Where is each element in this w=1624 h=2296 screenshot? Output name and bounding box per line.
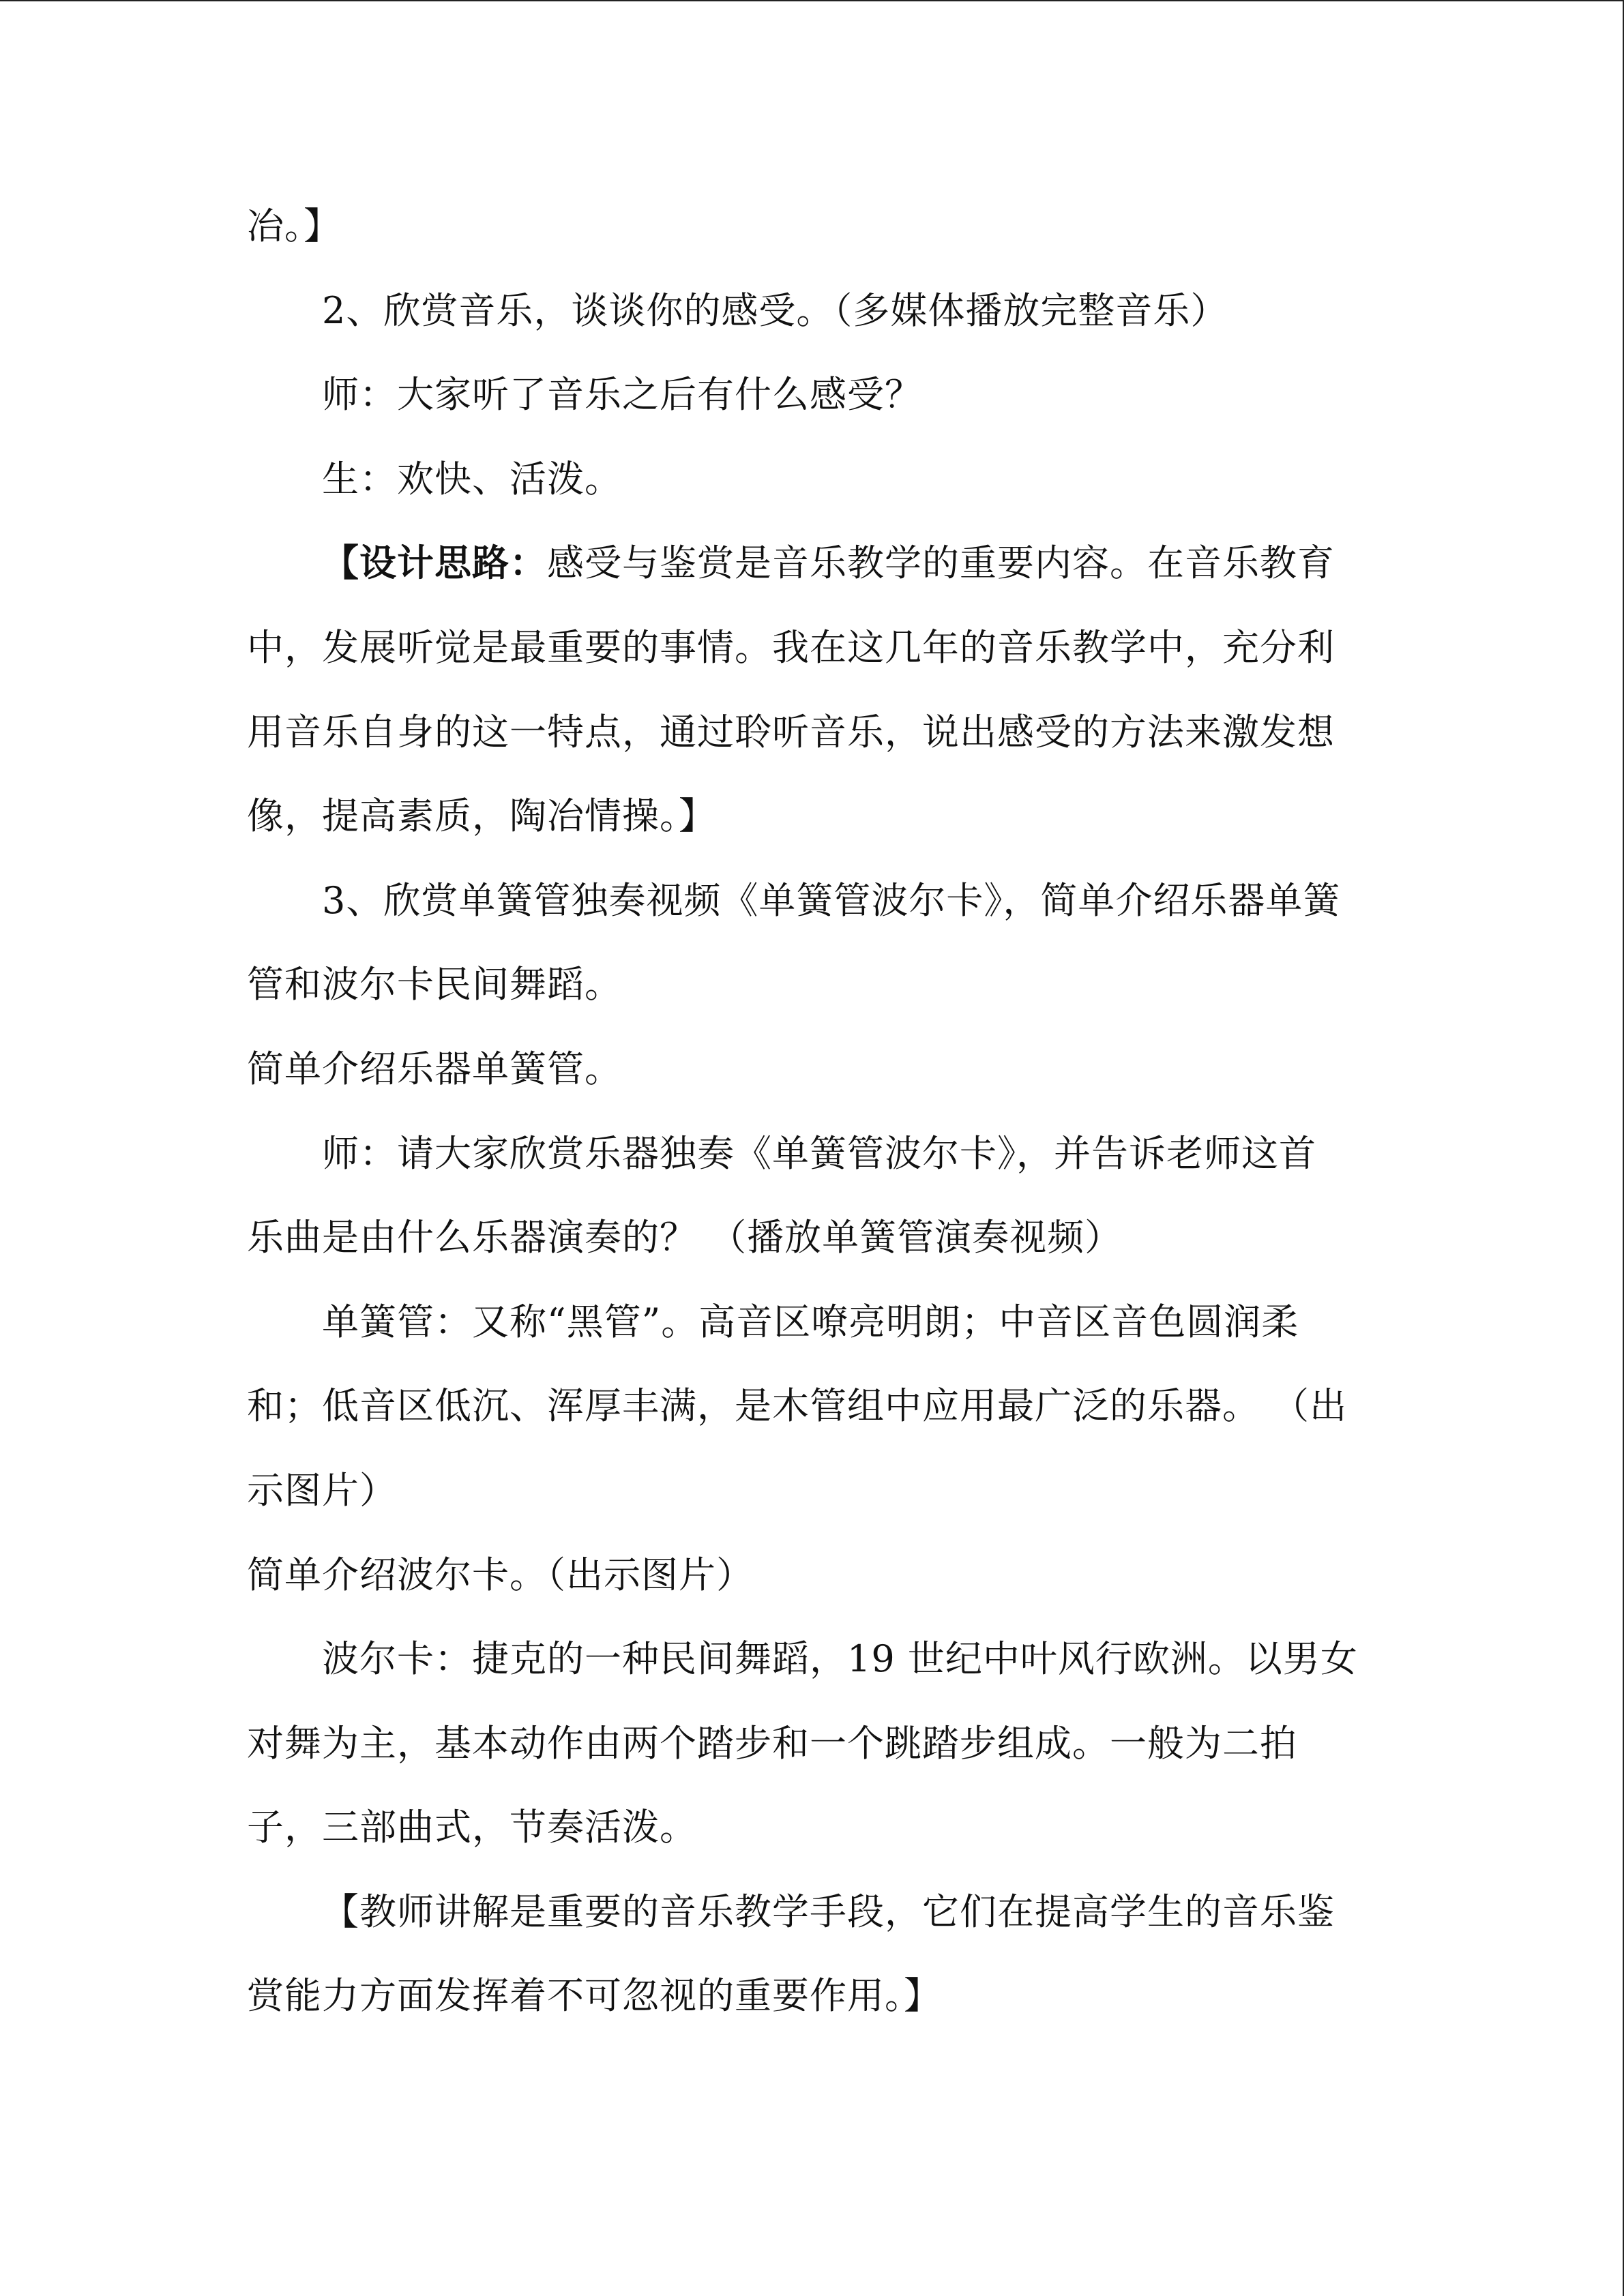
text-line: 乐曲是由什么乐器演奏的？ （播放单簧管演奏视频） [247,1216,1123,1259]
text-line: 2、欣赏音乐，谈谈你的感受。（多媒体播放完整音乐） [322,288,1228,332]
text-line: 3、欣赏单簧管独奏视频《单簧管波尔卡》，简单介绍乐器单簧 [322,878,1341,922]
design-idea-text: 感受与鉴赏是音乐教学的重要内容。在音乐教育 [547,541,1335,585]
text-line: 简单介绍波尔卡。（出示图片） [247,1553,754,1596]
text-line: 师：大家听了音乐之后有什么感受？ [322,373,922,417]
document-body [247,184,1379,2038]
text-line: 子，三部曲式，节奏活泼。 [247,1806,697,1849]
text-line: 管和波尔卡民间舞蹈。 [247,963,622,1007]
text-line: 示图片） [247,1468,397,1512]
text-line: 简单介绍乐器单簧管。 [247,1047,622,1090]
text-line: 中，发展听觉是最重要的事情。我在这几年的音乐教学中，充分利 [247,625,1335,669]
text-line: 赏能力方面发挥着不可忽视的重要作用。】 [247,1974,941,2018]
design-idea-line [247,521,1379,606]
text-line: 冶。】 [247,205,341,248]
text-line: 单簧管：又称“黑管”。高音区嘹亮明朗；中音区音色圆润柔 [322,1300,1299,1343]
text-line: 波尔卡：捷克的一种民间舞蹈，19 世纪中叶风行欧洲。以男女 [322,1637,1358,1681]
text-line: 生：欢快、活泼。 [322,457,622,501]
text-line: 对舞为主，基本动作由两个踏步和一个跳踏步组成。一般为二拍 [247,1721,1297,1765]
text-line: 和；低音区低沉、浑厚丰满，是木管组中应用最广泛的乐器。 （出 [247,1384,1348,1428]
text-line: 像，提高素质，陶冶情操。】 [247,794,716,838]
text-line: 师：请大家欣赏乐器独奏《单簧管波尔卡》，并告诉老师这首 [322,1131,1316,1175]
text-line: 【教师讲解是重要的音乐教学手段，它们在提高学生的音乐鉴 [322,1890,1335,1933]
text-line: 用音乐自身的这一特点，通过聆听音乐，说出感受的方法来激发想 [247,710,1335,754]
design-idea-label: 【设计思路： [322,541,547,585]
